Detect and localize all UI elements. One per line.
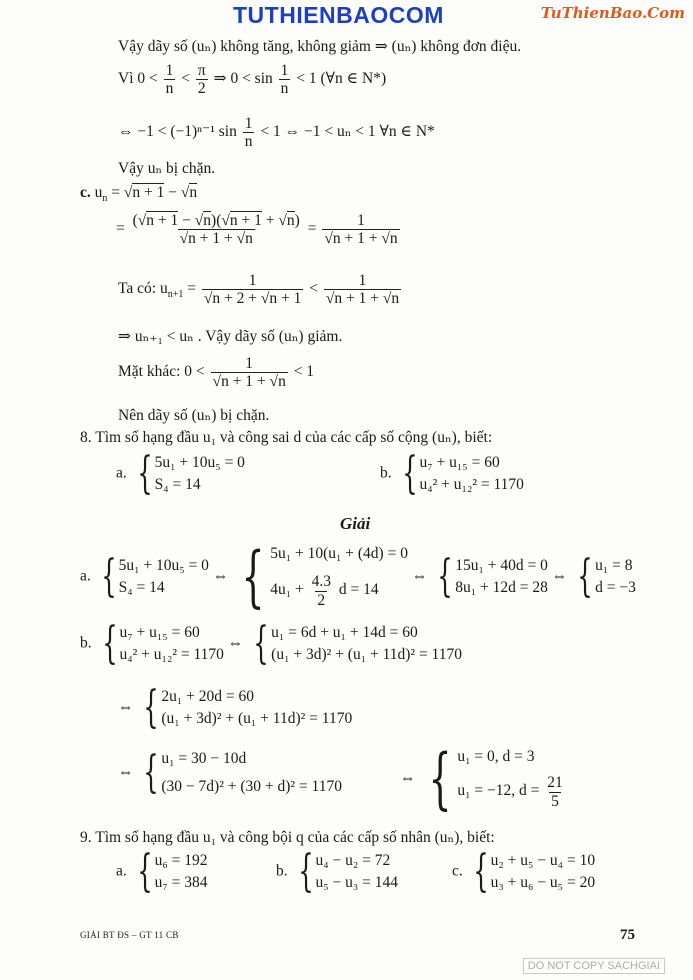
- line-sign-bound: [118, 115, 435, 150]
- solution-a: a. { 5u₁ + 10u₅ = 0 S₄ = 14 ⇔ { 5u₁ + 10(u₁ + (4d) = 0 4u₁ + $\frac{4.3}{2}$ d = 14 ⇔ { 15u₁ + 40d = 0 8u₁ + 12d = 28 ⇔ { u₁ = 8 d = −3: [80, 538, 636, 615]
- sol-a-s1-eq2: S₄ = 14: [118, 579, 165, 596]
- ex8-a-eq2: S₄ = 14: [154, 476, 201, 493]
- sol-a-s2-eq2-right: d = 14: [338, 581, 379, 599]
- brand-logo: TuThienBao.Com: [540, 4, 685, 22]
- solution-heading: Giải: [340, 514, 371, 533]
- footer-book-title: GIẢI BT ĐS – GT 11 CB: [80, 930, 179, 940]
- ex8-a-label: a.: [116, 464, 127, 482]
- exercise-8a: [116, 448, 245, 499]
- sol-a-step1: { 5u₁ + 10u₅ = 0 S₄ = 14: [100, 551, 209, 602]
- part-c-def: c. $u_n = √n + 1 - √n$: [80, 184, 198, 205]
- sol-b-s2-eq1: u₁ = 6d + u₁ + 14d = 60: [271, 624, 418, 641]
- watermark-stamp: DO NOT COPY SACHGIAI: [523, 958, 665, 974]
- sol-a-s4-eq2: d = −3: [595, 579, 636, 596]
- sol-b-s1-eq2: u₄² + u₁₂² = 1170: [119, 646, 224, 663]
- sol-b-s5-eq2-left: u₁ = −12, d =: [457, 782, 540, 800]
- ta-co-label: Ta có:: [118, 280, 157, 298]
- sol-b-s1-eq1: u₇ + u₁₅ = 60: [119, 624, 200, 641]
- sol-b-s4-eq2: (30 − 7d)² + (30 + d)² = 1170: [161, 778, 342, 795]
- ex8-b-eq2: u₄² + u₁₂² = 1170: [419, 476, 524, 493]
- frac-4-3-over-2: [310, 573, 333, 608]
- line-since-bound: Vì 0 < $\frac{1}{n}$ < $\frac{\pi}{2}$ ⇒ 0 < sin $\frac{1}{n}$ < 1 (∀n ∈ N*): [118, 62, 387, 98]
- ex9-b-eq2: u₅ − u₃ = 144: [315, 874, 399, 891]
- frac-next: $\frac{1}{√n + 2 + √n + 1}$: [203, 272, 302, 308]
- ex8-b-label: b.: [380, 464, 392, 482]
- frac-21: 21: [547, 774, 563, 792]
- exercise-9-title: 9. Tìm số hạng đầu u₁ và công bội q của các cấp số nhân (uₙ), biết:: [80, 829, 495, 846]
- ex8-a-eq1: 5u₁ + 10u₅ = 0: [154, 454, 245, 471]
- frac-conjugate: $\frac{(√n + 1 - √n)(√n + 1 + √n)}{√n + 1 + √n}$: [132, 212, 300, 248]
- system-8a: { 5u₁ + 10u₅ = 0 S₄ = 14: [136, 448, 245, 499]
- sol-a-s2-eq2-left: 4u₁ +: [270, 581, 304, 599]
- sign-bound-expr: ⇔ −1 < (−1)ⁿ⁻¹ sin: [118, 123, 237, 141]
- ex9-c-label: c.: [452, 862, 463, 880]
- exercise-8b: [380, 448, 524, 499]
- frac-1-n-c: $\frac{1}{n}$: [244, 115, 253, 151]
- frac-num: 4.3: [311, 573, 331, 591]
- frac-pi-2: $\frac{\pi}{2}$: [197, 62, 206, 98]
- sol-b-label: b.: [80, 634, 92, 652]
- exercise-9c: [452, 846, 596, 897]
- solution-b-step3: ⇔ { 2u₁ + 20d = 60 (u₁ + 3d)² + (u₁ + 11d)² = 1170: [118, 682, 353, 733]
- ex8-b-eq1: u₇ + u₁₅ = 60: [419, 454, 500, 471]
- sol-b-s1: { u₇ + u₁₅ = 60 u₄² + u₁₂² = 1170: [101, 618, 224, 669]
- exercise-8-title: 8. Tìm số hạng đầu u₁ và công sai d của các cấp số cộng (uₙ), biết:: [80, 429, 493, 446]
- frac-bound: $\frac{1}{√n + 1 + √n}$: [212, 355, 286, 391]
- system-8b: { u₇ + u₁₅ = 60 u₄² + u₁₂² = 1170: [401, 448, 524, 499]
- line-conjugate: = $\frac{(√n + 1 - √n)(√n + 1 + √n)}{√n + 1 + √n}$ = $\frac{1}{√n + 1 + √n}$: [116, 212, 398, 248]
- system-9a: { u₆ = 192 u₇ = 384: [136, 846, 208, 897]
- solution-b-step1: b. { u₇ + u₁₅ = 60 u₄² + u₁₂² = 1170 ⇔ { u₁ = 6d + u₁ + 14d = 60 (u₁ + 3d)² + (u₁ + 11d)² = 1170: [80, 618, 462, 669]
- ex9-c-eq1: u₂ + u₅ − u₄ = 10: [490, 852, 596, 869]
- sol-b-s4: { u₁ = 30 − 10d (30 − 7d)² + (30 + d)² = 1170: [143, 747, 342, 798]
- sol-a-step2: { 5u₁ + 10(u₁ + (4d) = 0 4u₁ + $\frac{4.3}{2}$ d = 14: [241, 538, 408, 615]
- sol-a-s3-eq1: 15u₁ + 40d = 0: [455, 557, 548, 574]
- frac-21-over-5: [545, 774, 565, 809]
- frac-den: 2: [317, 591, 326, 609]
- line-compare: Ta có: $u_{n+1}$ = $\frac{1}{√n + 2 + √n + 1}$ < $\frac{1}{√n + 1 + √n}$: [118, 272, 400, 308]
- line-bounded-a: Vậy uₙ bị chặn.: [118, 160, 216, 177]
- sol-b-s3-eq1: 2u₁ + 20d = 60: [161, 688, 255, 705]
- frac-reduced: $\frac{1}{√n + 1 + √n}$: [324, 212, 398, 248]
- mat-khac-label: Mặt khác:: [118, 363, 181, 381]
- frac-1-n-b: $\frac{1}{n}$: [280, 62, 289, 98]
- frac-5: 5: [551, 792, 559, 810]
- page-number: 75: [620, 927, 635, 943]
- solution-b-step5: ⇔ { u₁ = 0, d = 3 u₁ = −12, d = $\frac{21}{5}$: [400, 746, 567, 812]
- solution-b-step4: ⇔ { u₁ = 30 − 10d (30 − 7d)² + (30 + d)² = 1170: [118, 747, 342, 798]
- frac-1-n: $\frac{1}{n}$: [165, 62, 174, 98]
- line-other-hand: Mặt khác: 0 < $\frac{1}{√n + 1 + √n}$ < 1: [118, 355, 315, 391]
- part-c-label: c.: [80, 184, 91, 201]
- sol-a-step3: { 15u₁ + 40d = 0 8u₁ + 12d = 28: [437, 551, 548, 602]
- sol-b-s5: { u₁ = 0, d = 3 u₁ = −12, d = $\frac{21}{5}$: [419, 746, 566, 812]
- ex9-b-label: b.: [276, 862, 288, 880]
- line-not-monotone: Vậy dãy số (uₙ) không tăng, không giảm ⇒ (uₙ) không đơn điệu.: [118, 38, 522, 55]
- site-header: TUTHIENBAOCOM: [233, 2, 444, 28]
- sol-b-s3-eq2: (u₁ + 3d)² + (u₁ + 11d)² = 1170: [161, 710, 353, 727]
- ex9-a-eq2: u₇ = 384: [154, 874, 208, 891]
- frac-current: $\frac{1}{√n + 1 + √n}$: [325, 272, 400, 308]
- line-bounded-c: Nên dãy số (uₙ) bị chặn.: [118, 407, 270, 424]
- sol-a-s2-eq1: 5u₁ + 10(u₁ + (4d) = 0: [270, 545, 408, 563]
- sign-bound-tail: < 1 ⇔ −1 < uₙ < 1 ∀n ∈ N*: [260, 123, 435, 141]
- ex9-a-eq1: u₆ = 192: [154, 852, 208, 869]
- sol-b-s2: { u₁ = 6d + u₁ + 14d = 60 (u₁ + 3d)² + (u₁ + 11d)² = 1170: [253, 618, 462, 669]
- sol-a-s4-eq1: u₁ = 8: [595, 557, 633, 574]
- exercise-9b: [276, 846, 399, 897]
- exercise-9a: [116, 846, 208, 897]
- sol-b-s5-eq1: u₁ = 0, d = 3: [457, 748, 535, 766]
- sol-a-s1-eq1: 5u₁ + 10u₅ = 0: [118, 557, 209, 574]
- sol-b-s4-eq1: u₁ = 30 − 10d: [161, 750, 247, 767]
- sol-a-step4: { u₁ = 8 d = −3: [577, 551, 636, 602]
- sol-b-s2-eq2: (u₁ + 3d)² + (u₁ + 11d)² = 1170: [271, 646, 462, 663]
- ex9-b-eq1: u₄ − u₂ = 72: [315, 852, 391, 869]
- line-decreasing: ⇒ uₙ₊₁ < uₙ . Vậy dãy số (uₙ) giảm.: [118, 328, 343, 345]
- ex9-a-label: a.: [116, 862, 127, 880]
- sol-a-s3-eq2: 8u₁ + 12d = 28: [455, 579, 548, 596]
- since-label: Vì: [118, 70, 134, 88]
- sol-a-label: a.: [80, 567, 91, 585]
- system-9c: { u₂ + u₅ − u₄ = 10 u₃ + u₆ − u₅ = 20: [472, 846, 596, 897]
- system-9b: { u₄ − u₂ = 72 u₅ − u₃ = 144: [297, 846, 399, 897]
- sol-b-s3: { 2u₁ + 20d = 60 (u₁ + 3d)² + (u₁ + 11d)² = 1170: [143, 682, 353, 733]
- ex9-c-eq2: u₃ + u₆ − u₅ = 20: [490, 874, 596, 891]
